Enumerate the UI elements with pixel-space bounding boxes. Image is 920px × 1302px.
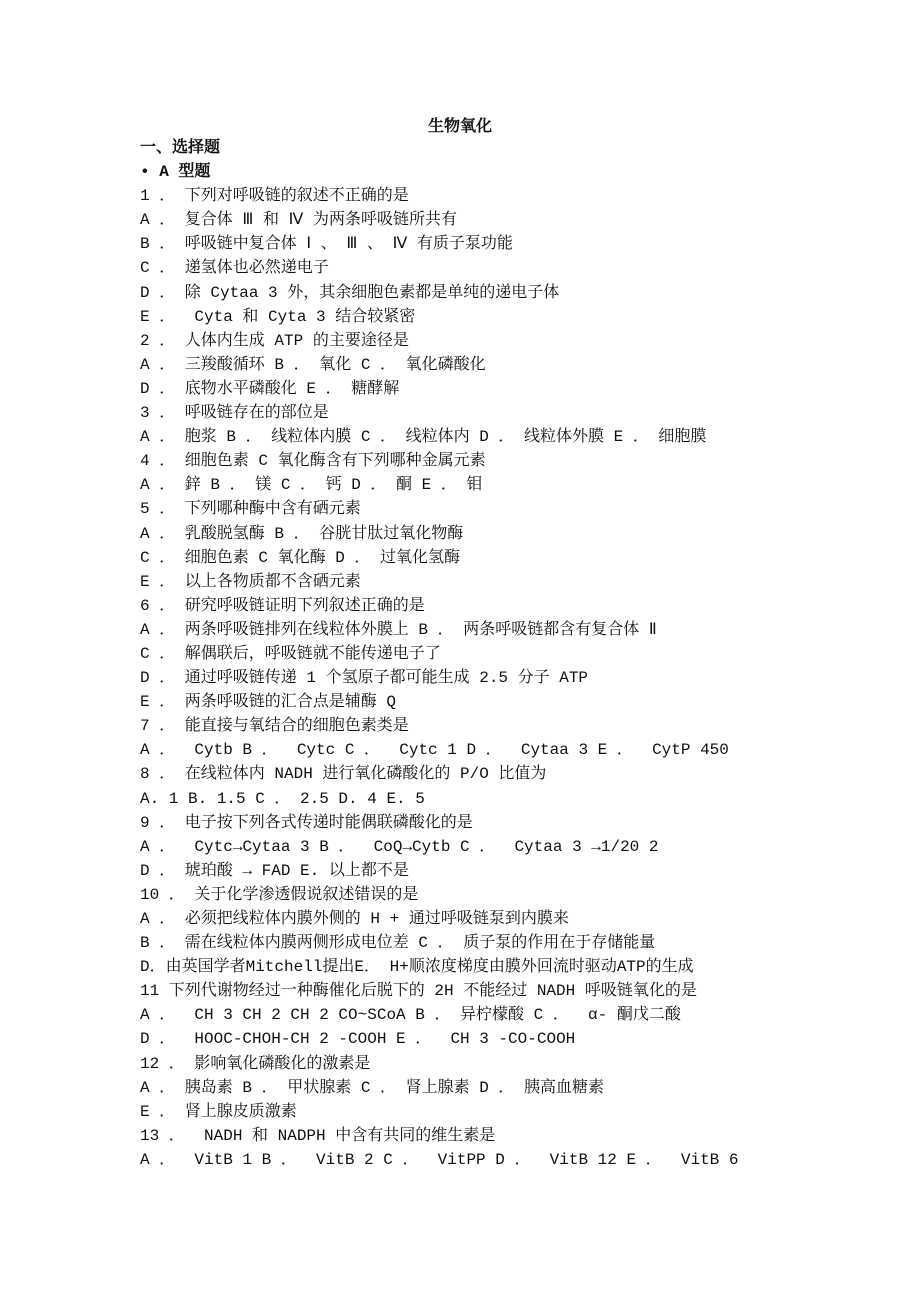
question-line: D ． HOOC-CHOH-CH 2 -COOH E ． CH 3 -CO-COOH — [140, 1030, 576, 1049]
question-line: D．由英国学者Mitchell提出E． H+顺浓度梯度由膜外回流时驱动ATP的生成 — [140, 958, 694, 977]
subsection-heading: • A 型题 — [140, 163, 211, 182]
question-line: 2 ． 人体内生成 ATP 的主要途径是 — [140, 331, 409, 350]
section-heading: 一、选择题 — [140, 139, 221, 157]
document-body — [140, 136, 860, 1172]
question-line: 11 下列代谢物经过一种酶催化后脱下的 2H 不能经过 NADH 呼吸链氧化的是 — [140, 982, 697, 1001]
question-line: D ． 底物水平磷酸化 E ． 糖酵解 — [140, 379, 400, 398]
question-line: A ． 两条呼吸链排列在线粒体外膜上 B ． 两条呼吸链都含有复合体 Ⅱ — [140, 620, 657, 639]
question-line: B ． 需在线粒体内膜两侧形成电位差 C ． 质子泵的作用在于存储能量 — [140, 934, 656, 953]
question-line: E ． 两条呼吸链的汇合点是辅酶 Q — [140, 693, 397, 712]
question-line: C ． 递氢体也必然递电子 — [140, 259, 329, 278]
question-line: 6 ． 研究呼吸链证明下列叙述正确的是 — [140, 596, 425, 615]
question-line: A ． 胞浆 B ． 线粒体内膜 C ． 线粒体内 D ． 线粒体外膜 E ． 细胞膜 — [140, 428, 707, 447]
question-line: A. 1 B. 1.5 C ． 2.5 D. 4 E. 5 — [140, 789, 425, 808]
question-line: E ． 肾上腺皮质激素 — [140, 1102, 297, 1121]
question-line: D ． 通过呼吸链传递 1 个氢原子都可能生成 2.5 分子 ATP — [140, 669, 589, 688]
question-line: 13 ． NADH 和 NADPH 中含有共同的维生素是 — [140, 1126, 496, 1145]
question-line: A ． Cytc→Cytaa 3 B ． CoQ→Cytb C ． Cytaa 3 →1/20 2 — [140, 837, 659, 856]
question-line: A ． 复合体 Ⅲ 和 Ⅳ 为两条呼吸链所共有 — [140, 211, 458, 230]
question-line: A ． VitB 1 B ． VitB 2 C ． VitPP D ． VitB 12 E ． VitB 6 — [140, 1150, 739, 1169]
question-list — [140, 184, 860, 1172]
question-line: C ． 解偶联后，呼吸链就不能传递电子了 — [140, 644, 441, 663]
question-line: A ． 三羧酸循环 B ． 氧化 C ． 氧化磷酸化 — [140, 355, 486, 374]
question-line: 3 ． 呼吸链存在的部位是 — [140, 404, 329, 423]
question-line: 4 ． 细胞色素 C 氧化酶含有下列哪种金属元素 — [140, 452, 486, 471]
question-line: 5 ． 下列哪种酶中含有硒元素 — [140, 500, 361, 519]
question-line: D ． 琥珀酸 → FAD E. 以上都不是 — [140, 861, 409, 880]
question-line: 9 ． 电子按下列各式传递时能偶联磷酸化的是 — [140, 813, 473, 832]
question-line: A ． 鋅 B ． 镁 C ． 钙 D ． 酮 E ． 钼 — [140, 476, 483, 495]
question-line: C ． 细胞色素 C 氧化酶 D ． 过氧化氢酶 — [140, 548, 461, 567]
question-line: 8 ． 在线粒体内 NADH 进行氧化磷酸化的 P/O 比值为 — [140, 765, 547, 784]
question-line: E ． 以上各物质都不含硒元素 — [140, 572, 361, 591]
question-line: B ． 呼吸链中复合体 Ⅰ 、 Ⅲ 、 Ⅳ 有质子泵功能 — [140, 235, 513, 254]
title-text: 生物氧化 — [427, 118, 492, 136]
question-line: A ． 胰岛素 B ． 甲状腺素 C ． 肾上腺素 D ． 胰高血糖素 — [140, 1078, 605, 1097]
question-line: A ． 必须把线粒体内膜外侧的 H + 通过呼吸链泵到内膜来 — [140, 910, 569, 928]
question-line: 12 ． 影响氧化磷酸化的激素是 — [140, 1054, 371, 1073]
question-line: 7 ． 能直接与氧结合的细胞色素类是 — [140, 717, 409, 736]
question-line: 10 ． 关于化学渗透假说叙述错误的是 — [140, 885, 419, 904]
document-title — [0, 113, 920, 136]
question-line: E ． Cyta 和 Cyta 3 结合较紧密 — [140, 307, 416, 326]
question-line: A ． 乳酸脱氢酶 B ． 谷胱甘肽过氧化物酶 — [140, 524, 464, 543]
question-line: 1 ． 下列对呼吸链的叙述不正确的是 — [140, 187, 409, 206]
question-line: A ． Cytb B ． Cytc C ． Cytc 1 D ． Cytaa 3 E ． CytP 450 — [140, 741, 729, 760]
question-line: A ． CH 3 CH 2 CH 2 CO~SCoA B ． 异柠檬酸 C ． α- 酮戊二酸 — [140, 1006, 681, 1025]
question-line: D ． 除 Cytaa 3 外，其余细胞色素都是单纯的递电子体 — [140, 283, 560, 302]
